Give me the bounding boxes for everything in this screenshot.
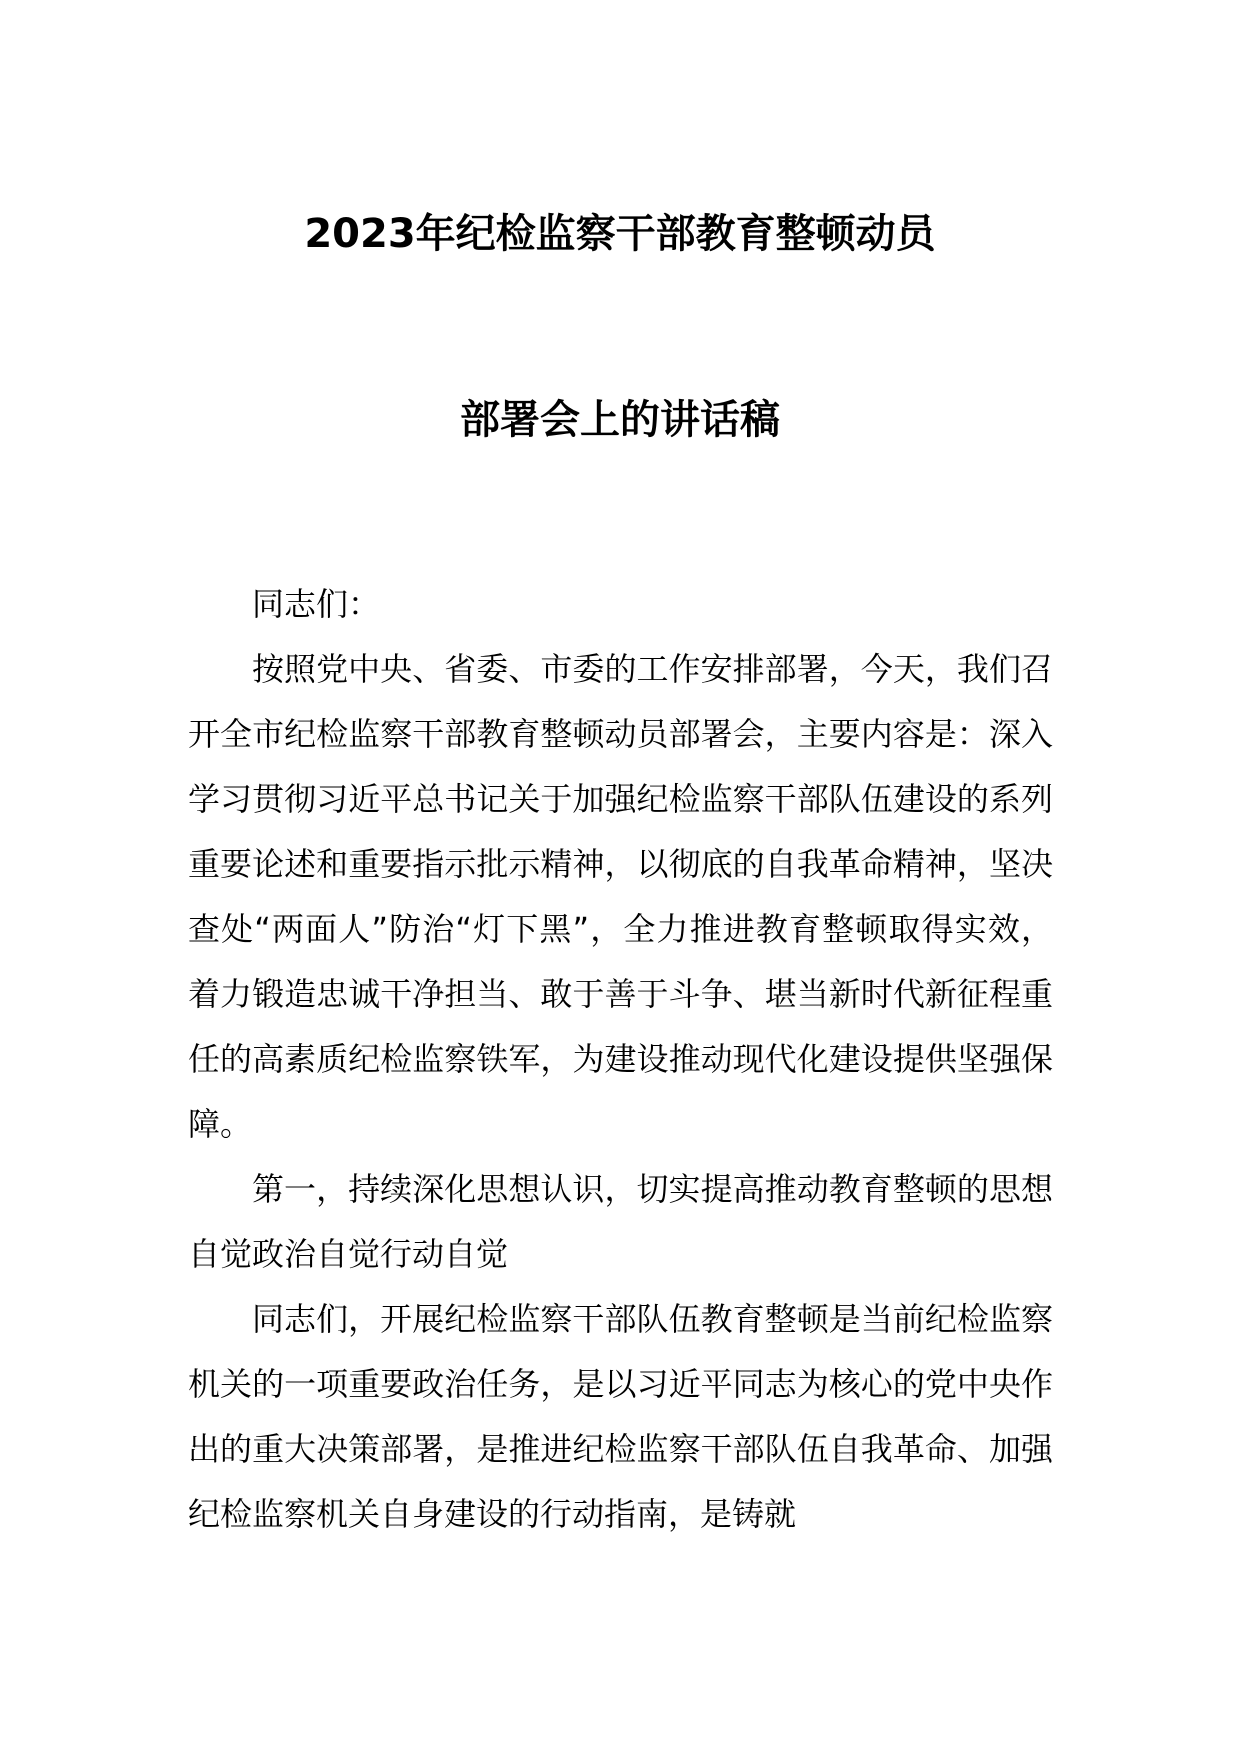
body-paragraph: 同志们，开展纪检监察干部队伍教育整顿是当前纪检监察机关的一项重要政治任务，是以习近平同志为核心的党中央作出的重大决策部署，是推进纪检监察干部队伍自我革命、加强纪检监察机关自身建设的行动指南，是铸就 <box>188 1300 1053 1533</box>
salutation-paragraph: 同志们： <box>252 585 381 623</box>
section-heading-paragraph: 第一，持续深化思想认识，切实提高推动教育整顿的思想自觉政治自觉行动自觉 <box>188 1170 1053 1273</box>
document-body <box>188 572 1053 1547</box>
document-title-line-2: 部署会上的讲话稿 <box>460 397 780 443</box>
intro-paragraph: 按照党中央、省委、市委的工作安排部署，今天，我们召开全市纪检监察干部教育整顿动员部署会，主要内容是：深入学习贯彻习近平总书记关于加强纪检监察干部队伍建设的系列重要论述和重要指示批示精神，以彻底的自我革命精神，坚决查处“两面人”防治“灯下黑”，全力推进教育整顿取得实效，着力锻造忠诚干净担当、敢于善于斗争、堪当新时代新征程重任的高素质纪检监察铁军，为建设推动现代化建设提供坚强保障。 <box>188 650 1053 1143</box>
document-title-line-1: 2023年纪检监察干部教育整顿动员 <box>304 211 936 257</box>
